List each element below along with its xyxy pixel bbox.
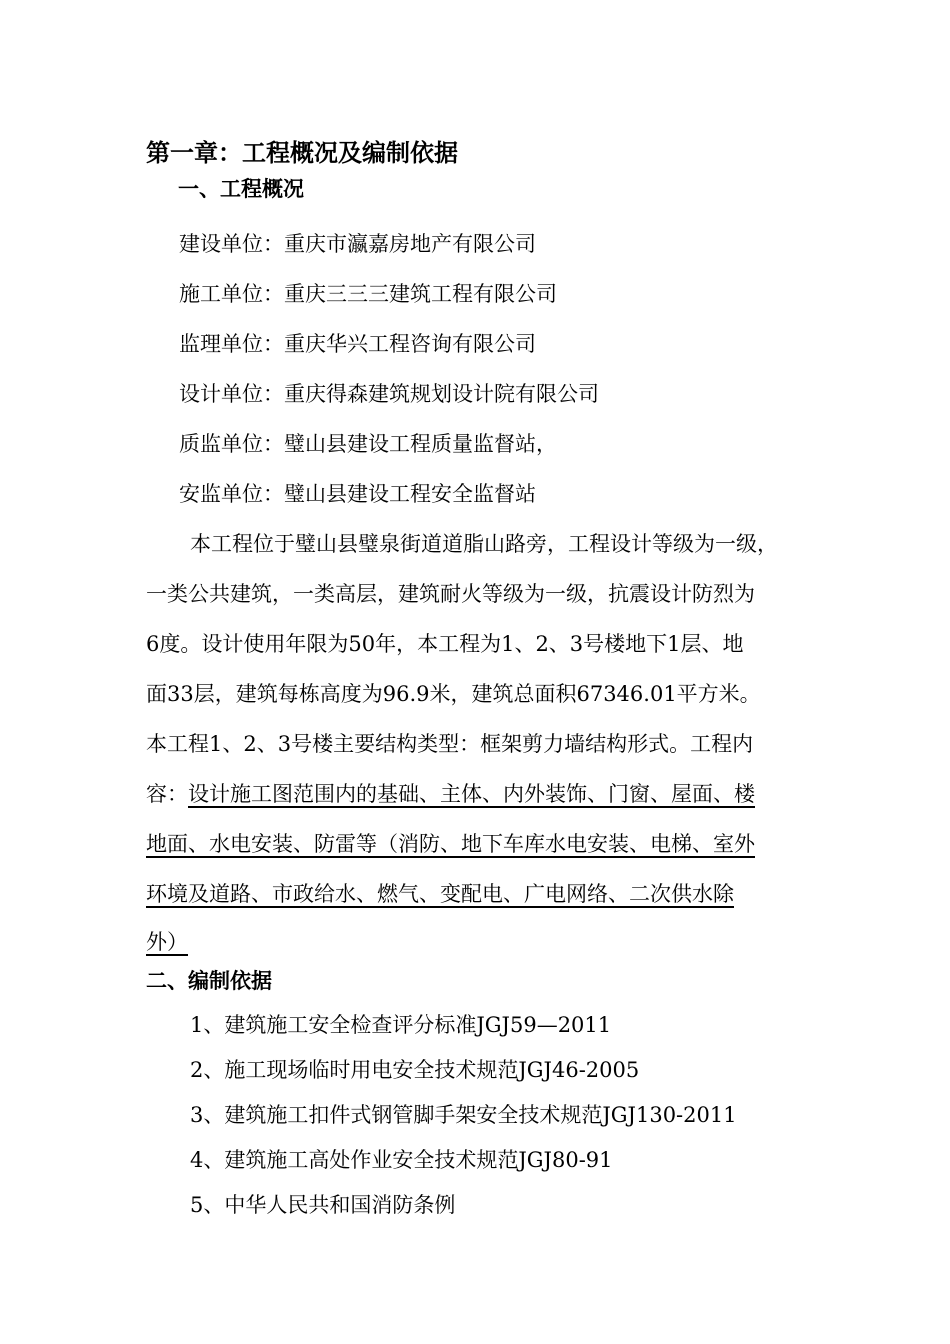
unit-line-design: 设计单位：重庆得森建筑规划设计院有限公司 xyxy=(179,382,599,406)
content-underlined-3: 环境及道路、市政给水、燃气、变配电、广电网络、二次供水除 xyxy=(146,882,734,906)
content-line-1 xyxy=(146,780,755,808)
unit-line-safety: 安监单位：璧山县建设工程安全监督站 xyxy=(179,482,536,506)
unit-line-quality: 质监单位：璧山县建设工程质量监督站， xyxy=(179,432,557,456)
basis-item-2: 2、施工现场临时用电安全技术规范JGJ46-2005 xyxy=(190,1058,640,1082)
paragraph-line-1: 本工程位于璧山县璧泉街道道脂山路旁，工程设计等级为一级， xyxy=(190,532,778,556)
basis-item-1: 1、建筑施工安全检查评分标准JGJ59—2011 xyxy=(190,1013,612,1037)
content-underlined-4: 外） xyxy=(146,930,188,954)
content-underlined-1: 设计施工图范围内的基础、主体、内外装饰、门窗、屋面、楼 xyxy=(188,782,755,806)
basis-item-4: 4、建筑施工高处作业安全技术规范JGJ80-91 xyxy=(190,1148,613,1172)
unit-line-construction: 建设单位：重庆市瀛嘉房地产有限公司 xyxy=(179,232,536,256)
chapter-title: 第一章：工程概况及编制依据 xyxy=(146,139,458,167)
paragraph-line-3: 6度。设计使用年限为50年，本工程为1、2、3号楼地下1层、地 xyxy=(146,632,744,656)
basis-item-5: 5、中华人民共和国消防条例 xyxy=(190,1193,456,1217)
paragraph-line-4: 面33层，建筑每栋高度为96.9米，建筑总面积67346.01平方米。 xyxy=(146,682,761,706)
unit-line-builder: 施工单位：重庆三三三建筑工程有限公司 xyxy=(179,282,557,306)
paragraph-line-5: 本工程1、2、3号楼主要结构类型：框架剪力墙结构形式。工程内 xyxy=(146,732,754,756)
paragraph-line-2: 一类公共建筑，一类高层，建筑耐火等级为一级，抗震设计防烈为 xyxy=(146,582,755,606)
section-heading-basis: 二、编制依据 xyxy=(146,969,272,993)
section-heading-overview: 一、工程概况 xyxy=(178,177,304,201)
basis-item-3: 3、建筑施工扣件式钢管脚手架安全技术规范JGJ130-2011 xyxy=(190,1103,737,1127)
unit-line-supervision: 监理单位：重庆华兴工程咨询有限公司 xyxy=(179,332,536,356)
content-prefix: 容： xyxy=(146,782,188,806)
content-underlined-2: 地面、水电安装、防雷等（消防、地下车库水电安装、电梯、室外 xyxy=(146,832,755,856)
